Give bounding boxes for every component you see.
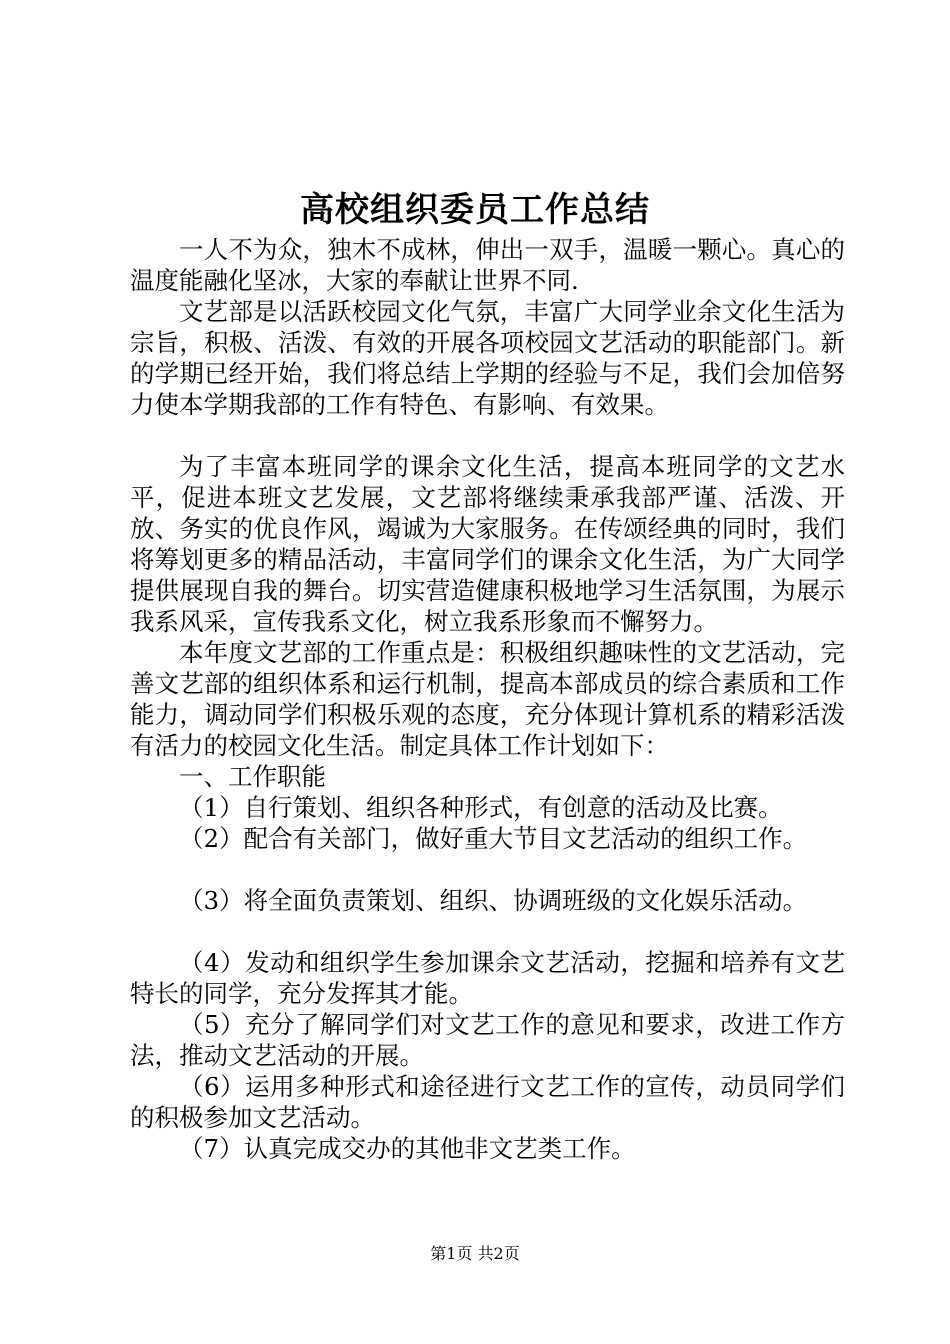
paragraph-department: 文艺部是以活跃校园文化气氛，丰富广大同学业余文化生活为宗旨，积极、活泼、有效的开展各项校园文艺活动的职能部门。新的学期已经开始，我们将总结上学期的经验与不足，我们会加倍努力使本学期我部的工作有特色、有影响、有效果。: [130, 297, 845, 419]
list-item: （1）自行策划、组织各种形式，有创意的活动及比赛。: [179, 793, 783, 822]
document-body: [130, 234, 845, 1164]
list-item: （3）将全面负责策划、组织、协调班级的文化娱乐活动。: [179, 886, 808, 915]
paragraph-gap: [130, 420, 845, 451]
paragraph-intro: 一人不为众，独木不成林，伸出一双手，温暖一颗心。真心的温度能融化坚冰，大家的奉献让世界不同.: [130, 235, 845, 295]
list-item: （6）运用多种形式和途径进行文艺工作的宣传，动员同学们的积极参加文艺活动。: [130, 1072, 845, 1132]
paragraph-gap: [130, 916, 845, 947]
list-item: （7）认真完成交办的其他非文艺类工作。: [179, 1134, 636, 1163]
page-title: 高校组织委员工作总结: [300, 190, 650, 230]
section-heading: 一、工作职能: [179, 762, 326, 791]
list-item: （5）充分了解同学们对文艺工作的意见和要求，改进工作方法，推动文艺活动的开展。: [130, 1010, 845, 1070]
paragraph-focus: 本年度文艺部的工作重点是：积极组织趣味性的文艺活动，完善文艺部的组织体系和运行机制，提高本部成员的综合素质和工作能力，调动同学们积极乐观的态度，充分体现计算机系的精彩活泼有活力的校园文化生活。制定具体工作计划如下：: [130, 638, 845, 760]
paragraph-gap: [130, 854, 845, 885]
paragraph-goals: 为了丰富本班同学的课余文化生活，提高本班同学的文艺水平，促进本班文艺发展，文艺部将继续秉承我部严谨、活泼、开放、务实的优良作风，竭诚为大家服务。在传颂经典的同时，我们将筹划更多的精品活动，丰富同学们的课余文化生活，为广大同学提供展现自我的舞台。切实营造健康积极地学习生活氛围，为展示我系风采，宣传我系文化，树立我系形象而不懈努力。: [130, 452, 845, 636]
page-footer: 第1页 共2页: [430, 1244, 520, 1263]
list-item: （2）配合有关部门，做好重大节目文艺活动的组织工作。: [179, 824, 808, 853]
list-item: （4）发动和组织学生参加课余文艺活动，挖掘和培养有文艺特长的同学，充分发挥其才能。: [130, 948, 845, 1008]
